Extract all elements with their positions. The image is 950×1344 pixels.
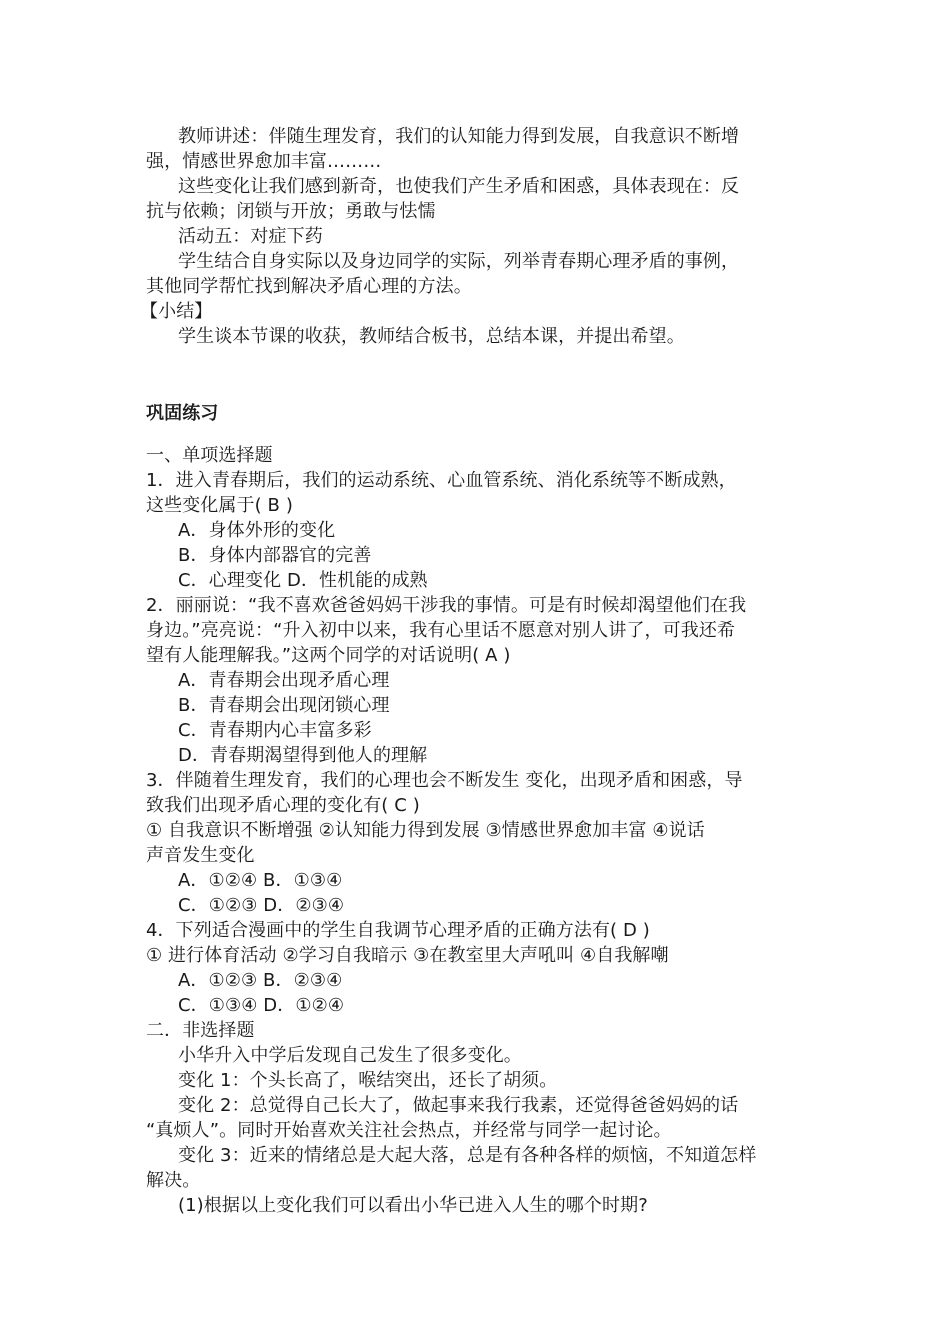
q3-option-cd: C．①②③ D．②③④ — [178, 895, 345, 916]
summary-text: 学生谈本节课的收获，教师结合板书，总结本课，并提出希望。 — [178, 326, 685, 347]
q1-line-2: 这些变化属于( B ) — [146, 495, 293, 516]
q1-line-1: 1．进入青春期后，我们的运动系统、心血管系统、消化系统等不断成熟， — [146, 470, 737, 491]
section2-heading: 二．非选择题 — [146, 1020, 255, 1041]
q3-line-1: 3．伴随着生理发育，我们的心理也会不断发生 变化，出现矛盾和困惑，导 — [146, 770, 743, 791]
teacher-talk-line-2: 强，情感世界愈加丰富……… — [146, 151, 382, 172]
q1-option-b: B．身体内部器官的完善 — [178, 545, 372, 566]
changes-line-1: 这些变化让我们感到新奇，也使我们产生矛盾和困惑，具体表现在：反 — [178, 176, 740, 197]
activity5-desc-line-2: 其他同学帮忙找到解决矛盾心理的方法。 — [146, 276, 472, 297]
q3-statements-line-1: ① 自我意识不断增强 ②认知能力得到发展 ③情感世界愈加丰富 ④说话 — [146, 820, 705, 841]
q4-option-cd: C．①③④ D．①②④ — [178, 995, 345, 1016]
q2-line-2: 身边。”亮亮说：“升入初中以来，我有心里话不愿意对别人讲了，可我还希 — [146, 620, 736, 641]
q4-option-ab: A．①②③ B．②③④ — [178, 970, 343, 991]
section1-heading: 一、单项选择题 — [146, 445, 273, 466]
change-3-line-2: 解决。 — [146, 1170, 201, 1191]
q4-statements: ① 进行体育活动 ②学习自我暗示 ③在教室里大声吼叫 ④自我解嘲 — [146, 945, 669, 966]
activity5-heading: 活动五：对症下药 — [178, 226, 323, 247]
q1-option-a: A．身体外形的变化 — [178, 520, 336, 541]
change-2-line-2: “真烦人”。同时开始喜欢关注社会热点，并经常与同学一起讨论。 — [146, 1120, 672, 1141]
practice-title: 巩固练习 — [146, 403, 219, 424]
q3-line-2: 致我们出现矛盾心理的变化有( C ) — [146, 795, 420, 816]
activity5-desc-line-1: 学生结合自身实际以及身边同学的实际，列举青春期心理矛盾的事例， — [178, 251, 740, 272]
case-intro: 小华升入中学后发现自己发生了很多变化。 — [178, 1045, 522, 1066]
q2-option-a: A．青春期会出现矛盾心理 — [178, 670, 390, 691]
q2-line-1: 2．丽丽说：“我不喜欢爸爸妈妈干涉我的事情。可是有时候却渴望他们在我 — [146, 595, 747, 616]
change-3-line-1: 变化 3：近来的情绪总是大起大落，总是有各种各样的烦恼，不知道怎样 — [178, 1145, 757, 1166]
changes-line-2: 抗与依赖；闭锁与开放；勇敢与怯懦 — [146, 201, 436, 222]
q1-option-cd: C．心理变化 D．性机能的成熟 — [178, 570, 428, 591]
change-1: 变化 1：个头长高了，喉结突出，还长了胡须。 — [178, 1070, 558, 1091]
q3-statements-line-2: 声音发生变化 — [146, 845, 255, 866]
change-2-line-1: 变化 2：总觉得自己长大了，做起事来我行我素，还觉得爸爸妈妈的话 — [178, 1095, 739, 1116]
q2-option-c: C．青春期内心丰富多彩 — [178, 720, 372, 741]
q2-option-b: B．青春期会出现闭锁心理 — [178, 695, 390, 716]
summary-heading: 【小结】 — [140, 301, 213, 322]
q4-line-1: 4．下列适合漫画中的学生自我调节心理矛盾的正确方法有( D ) — [146, 920, 650, 941]
q2-option-d: D．青春期渴望得到他人的理解 — [178, 745, 428, 766]
teacher-talk-line-1: 教师讲述：伴随生理发育，我们的认知能力得到发展，自我意识不断增 — [178, 126, 740, 147]
q2-line-3: 望有人能理解我。”这两个同学的对话说明( A ) — [146, 645, 511, 666]
question-1: (1)根据以上变化我们可以看出小华已进入人生的哪个时期? — [178, 1195, 648, 1216]
q3-option-ab: A．①②④ B．①③④ — [178, 870, 343, 891]
